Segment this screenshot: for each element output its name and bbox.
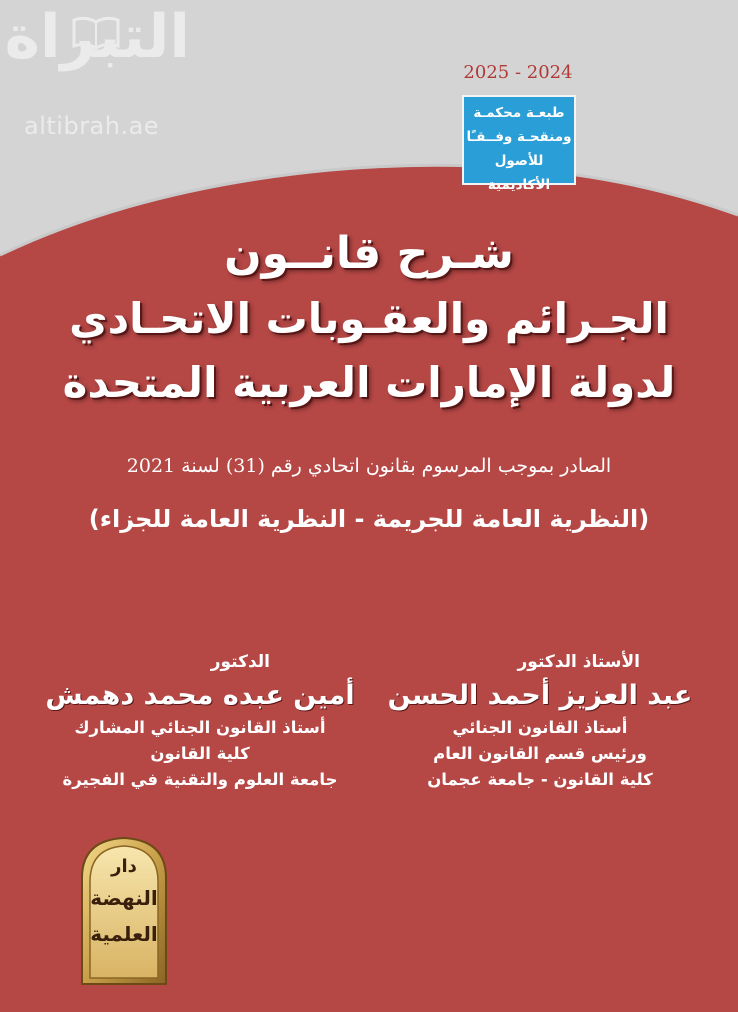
publisher-logo — [78, 836, 170, 986]
title-line-3: لدولة الإمارات العربية المتحدة — [62, 358, 676, 407]
edition-badge — [462, 95, 576, 193]
author-role: الدكتور — [210, 652, 270, 672]
title-line-1: شـرح قانــون — [224, 228, 514, 279]
author-affiliation: ورئيس قسم القانون العام — [433, 744, 647, 763]
author-affiliation: كلية القانون — [150, 744, 250, 763]
badge-line: للأصول الأكاديمية — [487, 153, 551, 193]
watermark-arabic: التبراة — [4, 2, 190, 72]
book-icon — [72, 16, 120, 50]
author-affiliation: جامعة العلوم والتقنية في الفجيرة — [62, 770, 338, 789]
author-name: أمين عبده محمد دهمش — [45, 680, 355, 711]
author-affiliation: أستاذ القانون الجنائي — [452, 718, 628, 737]
author-affiliation: كلية القانون - جامعة عجمان — [427, 770, 653, 789]
author-primary — [380, 652, 700, 789]
watermark-logo — [4, 0, 210, 150]
badge-line: طبعـة محكمـة — [473, 105, 565, 121]
badge-line: ومنقحـة وفــقـًا — [466, 129, 572, 145]
author-name: عبد العزيز أحمد الحسن — [387, 680, 693, 711]
author-secondary — [40, 652, 360, 789]
publisher-line: النهضة — [90, 886, 158, 910]
issued-by-decree: الصادر بموجب المرسوم بقانون اتحادي رقم (31) لسنة 2021 — [126, 455, 612, 477]
watermark-latin: altibrah.ae — [24, 112, 160, 140]
author-affiliation: أستاذ القانون الجنائي المشارك — [74, 718, 326, 737]
author-role: الأستاذ الدكتور — [517, 652, 640, 672]
publisher-line: دار — [111, 856, 137, 877]
subtitle: (النظرية العامة للجريمة - النظرية العامة للجزاء) — [88, 505, 650, 533]
edition-years: 2025 - 2024 — [463, 62, 573, 83]
title-line-2: الجـرائم والعقـوبات الاتحـادي — [69, 294, 669, 343]
publisher-line: العلمية — [90, 922, 158, 946]
